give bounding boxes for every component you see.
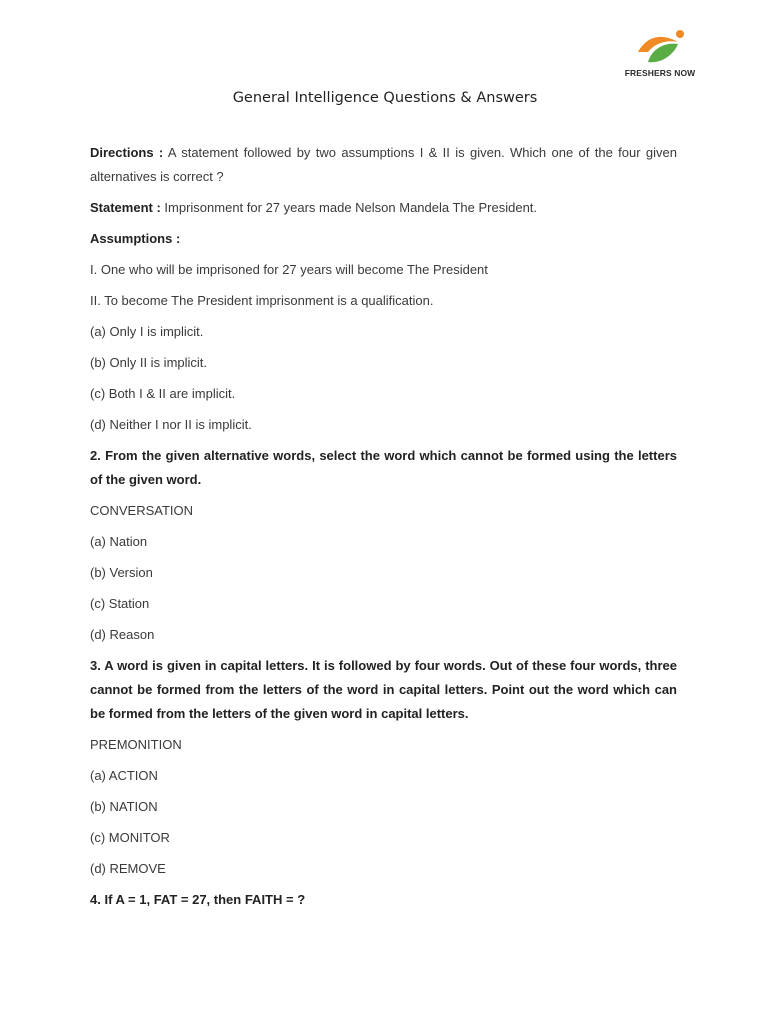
directions-paragraph — [90, 141, 677, 189]
assumption-item: II. To become The President imprisonment is a qualification. — [90, 293, 434, 308]
question-3: 3. A word is given in capital letters. It is followed by four words. Out of these four words, three cannot be formed from the letters of the word in capital letters. Point out the word which can be formed from the letters of the given word in capital letters. — [90, 658, 677, 721]
logo-text: FRESHERS NOW — [624, 68, 696, 78]
option-item: (d) Reason — [90, 627, 155, 642]
assumption-item: I. One who will be imprisoned for 27 years will become The President — [90, 262, 488, 277]
option-item: (c) Both I & II are implicit. — [90, 386, 236, 401]
statement-label: Statement : — [90, 200, 161, 215]
option-item: (b) Version — [90, 565, 153, 580]
directions-label: Directions : — [90, 145, 164, 160]
option-item: (a) ACTION — [90, 768, 158, 783]
option-item: (b) Only II is implicit. — [90, 355, 208, 370]
freshers-now-logo — [622, 28, 698, 80]
document-body — [90, 141, 677, 919]
option-item: (c) Station — [90, 596, 150, 611]
directions-text: A statement followed by two assumptions I & II is given. Which one of the four given alternatives is correct ? — [90, 145, 678, 184]
page-title: General Intelligence Questions & Answers — [232, 90, 538, 106]
given-word: PREMONITION — [90, 737, 182, 752]
question-4: 4. If A = 1, FAT = 27, then FAITH = ? — [90, 892, 306, 907]
option-item: (a) Only I is implicit. — [90, 324, 204, 339]
logo-mark-icon — [634, 28, 686, 68]
statement-paragraph — [90, 196, 677, 220]
option-item: (b) NATION — [90, 799, 158, 814]
question-2: 2. From the given alternative words, select the word which cannot be formed using the letters of the given word. — [90, 448, 677, 487]
statement-text: Imprisonment for 27 years made Nelson Mandela The President. — [164, 200, 538, 215]
option-item: (a) Nation — [90, 534, 148, 549]
given-word: CONVERSATION — [90, 503, 194, 518]
option-item: (c) MONITOR — [90, 830, 170, 845]
assumptions-heading: Assumptions : — [90, 231, 181, 246]
option-item: (d) REMOVE — [90, 861, 166, 876]
option-item: (d) Neither I nor II is implicit. — [90, 417, 252, 432]
